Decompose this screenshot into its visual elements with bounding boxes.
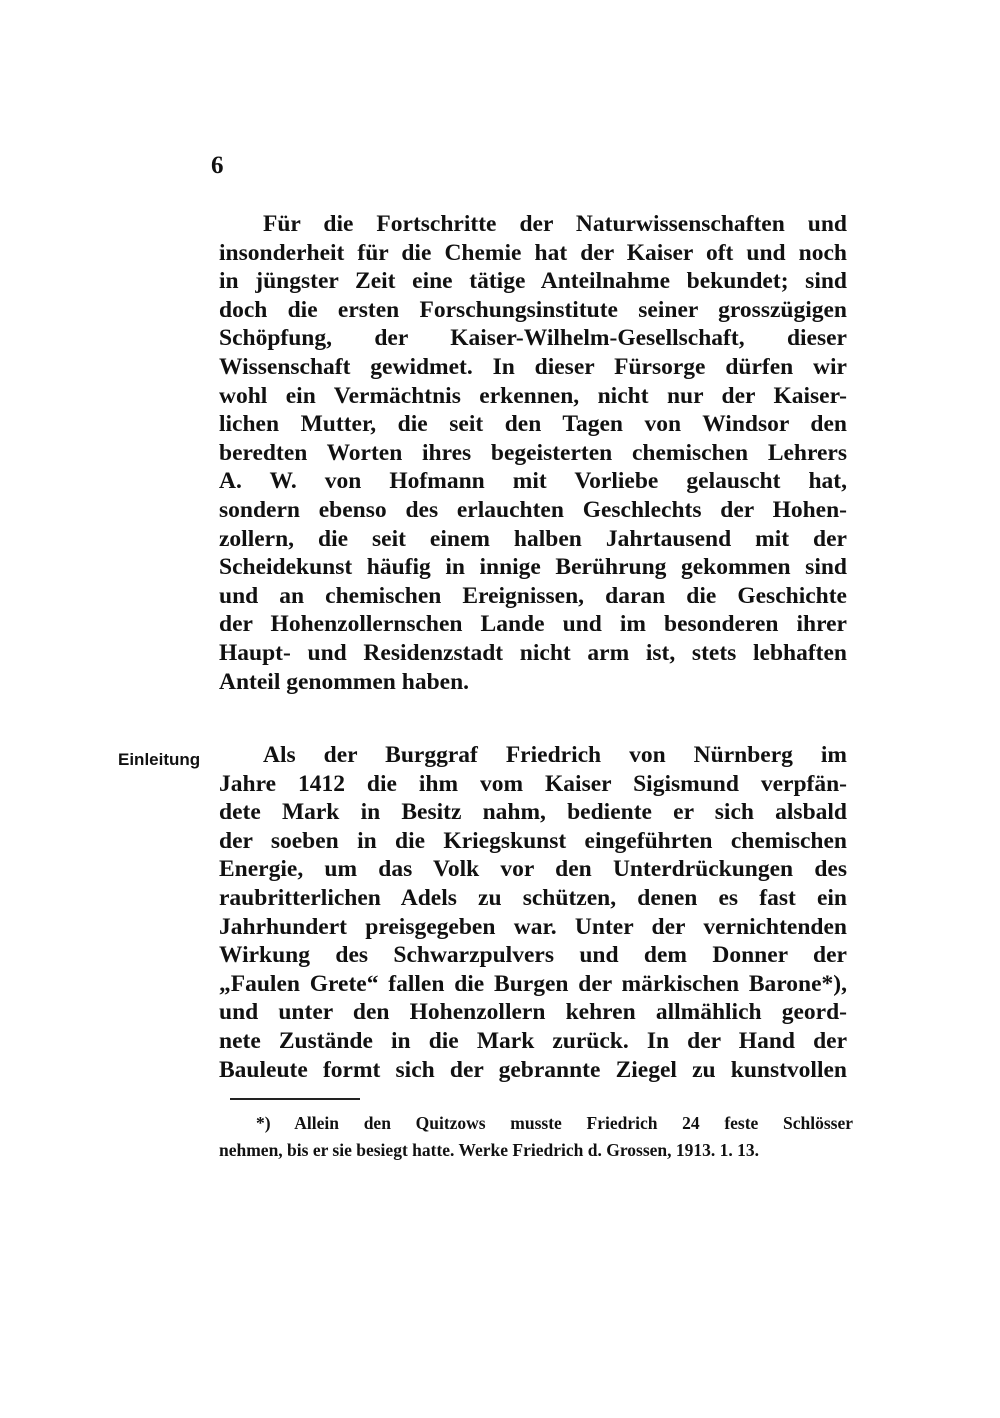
paragraph-1-line: lichen Mutter, die seit den Tagen von Windsor den: [219, 411, 847, 438]
paragraph-1-line: Wissenschaft gewidmet. In dieser Fürsorge dürfen wir: [219, 353, 847, 380]
paragraph-1-line: sondern ebenso des erlauchten Geschlechts der Hohen-: [219, 496, 847, 523]
paragraph-2-line: Jahre 1412 die ihm vom Kaiser Sigismund verpfän-: [219, 770, 847, 797]
paragraph-1-line: Für die Fortschritte der Naturwissenschaften und: [263, 211, 847, 237]
footnote-divider: [230, 1098, 360, 1100]
footnote-line: *) Allein den Quitzows musste Friedrich 24 feste Schlösser: [256, 1113, 853, 1133]
paragraph-2-line: Bauleute formt sich der gebrannte Ziegel zu kunstvollen: [219, 1056, 847, 1083]
paragraph-2: [219, 741, 847, 1084]
paragraph-1-line: insonderheit für die Chemie hat der Kaiser oft und noch: [219, 239, 847, 266]
paragraph-2-line: „Faulen Grete“ fallen die Burgen der märkischen Barone*),: [219, 970, 847, 997]
paragraph-1-line: doch die ersten Forschungsinstitute seiner grosszügigen: [219, 296, 847, 323]
paragraph-1-line: und an chemischen Ereignissen, daran die Geschichte: [219, 582, 847, 609]
paragraph-1: [219, 210, 847, 696]
paragraph-2-line: und unter den Hohenzollern kehren allmählich geord-: [219, 999, 847, 1026]
paragraph-1-line: Haupt- und Residenzstadt nicht arm ist, stets lebhaften: [219, 639, 847, 666]
paragraph-1-line: Anteil genommen haben.: [219, 668, 470, 695]
paragraph-1-line: der Hohenzollernschen Lande und im besonderen ihrer: [219, 611, 847, 638]
paragraph-2-line: der soeben in die Kriegskunst eingeführten chemischen: [219, 827, 847, 854]
paragraph-2-line: raubritterlichen Adels zu schützen, denen es fast ein: [219, 884, 847, 911]
paragraph-1-line: in jüngster Zeit eine tätige Anteilnahme bekundet; sind: [219, 268, 847, 295]
paragraph-1-line: Scheidekunst häufig in innige Berührung gekommen sind: [219, 554, 847, 581]
paragraph-1-line: zollern, die seit einem halben Jahrtausend mit der: [219, 525, 847, 552]
paragraph-1-line: beredten Worten ihres begeisterten chemischen Lehrers: [219, 439, 847, 466]
footnote-line: nehmen, bis er sie besiegt hatte. Werke Friedrich d. Grossen, 1913. 1. 13.: [219, 1140, 760, 1160]
paragraph-2-line: nete Zustände in die Mark zurück. In der Hand der: [219, 1027, 847, 1054]
paragraph-1-line: Schöpfung, der Kaiser-Wilhelm-Gesellschaft, dieser: [219, 325, 847, 352]
footnote: [219, 1110, 853, 1164]
paragraph-1-line: wohl ein Vermächtnis erkennen, nicht nur der Kaiser-: [219, 382, 847, 409]
paragraph-2-line: Wirkung des Schwarzpulvers und dem Donner der: [219, 942, 847, 969]
paragraph-2-line: Energie, um das Volk vor den Unterdrückungen des: [219, 856, 847, 883]
paragraph-2-line: Jahrhundert preisgegeben war. Unter der vernichtenden: [219, 913, 847, 940]
paragraph-2-line: dete Mark in Besitz nahm, bediente er sich alsbald: [219, 799, 847, 826]
paragraph-1-line: A. W. von Hofmann mit Vorliebe gelauscht hat,: [219, 468, 847, 495]
page-number: 6: [211, 152, 224, 179]
margin-note-einleitung: Einleitung: [118, 750, 201, 769]
paragraph-2-line: Als der Burggraf Friedrich von Nürnberg im: [263, 742, 847, 768]
